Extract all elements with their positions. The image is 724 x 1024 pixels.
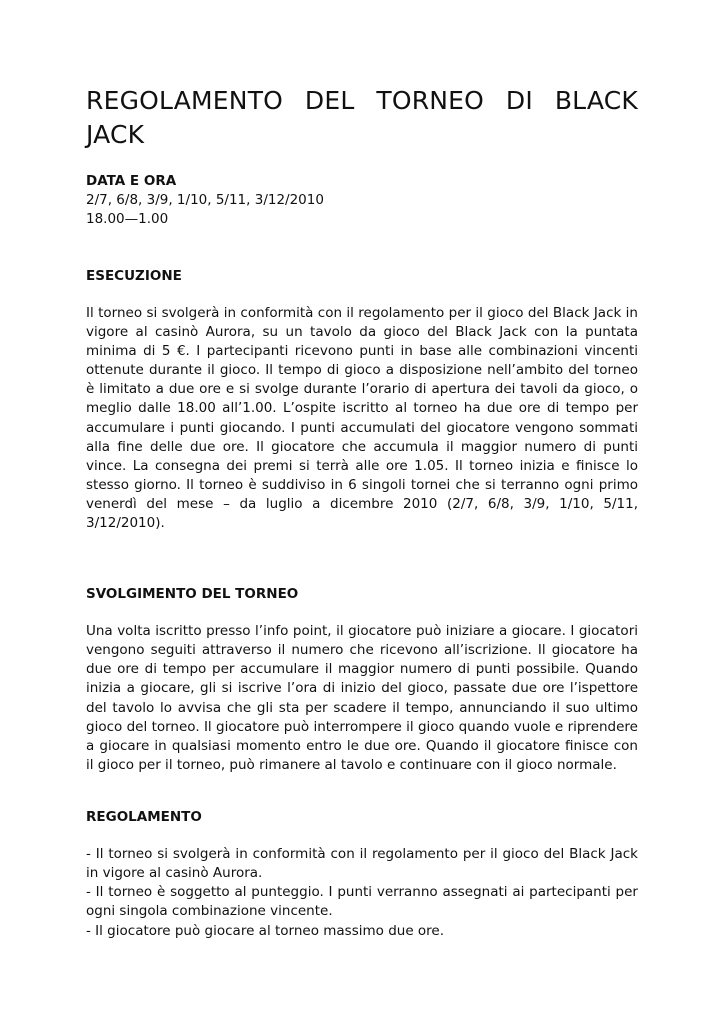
date-section-heading: DATA E ORA <box>86 173 177 189</box>
event-dates: 2/7, 6/8, 3/9, 1/10, 5/11, 3/12/2010 <box>86 192 324 208</box>
document-page <box>86 84 638 941</box>
list-item: - Il torneo si svolgerà in conformità con il regolamento per il gioco del Black Jack in vigore al casinò Aurora. <box>86 845 638 882</box>
list-item: - Il torneo è soggetto al punteggio. I punti verranno assegnati ai partecipanti per ogni singola combinazione vincente. <box>86 884 638 920</box>
event-time: 18.00—1.00 <box>86 211 169 227</box>
list-item: - Il giocatore può giocare al torneo massimo due ore. <box>86 922 445 939</box>
document-title: REGOLAMENTO DEL TORNEO DI BLACK JACK <box>86 86 638 149</box>
svolgimento-paragraph: Una volta iscritto presso l’info point, il giocatore può iniziare a giocare. I giocatori vengono seguiti attraverso il numero che ricevono all’iscrizione. Il giocatore ha due ore di tempo per accumulare il maggior numero di punti possibile. Quando inizia a giocare, gli si iscrive l’ora di inizio del gioco, passate due ore l’ispettore del tavolo lo avvisa che gli sta per scadere il tempo, annunciando il suo ultimo gioco del torneo. Il giocatore può interrompere il gioco quando vuole e riprendere a giocare in qualsiasi momento entro le due ore. Quando il giocatore finisce con il gioco per il torneo, può rimanere al tavolo e continuare con il gioco normale. <box>86 623 638 773</box>
esecuzione-heading: ESECUZIONE <box>86 268 182 284</box>
esecuzione-paragraph: Il torneo si svolgerà in conformità con il regolamento per il gioco del Black Jack in vigore al casinò Aurora, su un tavolo da gioco del Black Jack con la puntata minima di 5 €. I partecipanti ricevono punti in base alle combinazioni vincenti ottenute durante il gioco. Il tempo di gioco a disposizione nell’ambito del torneo è limitato a due ore e si svolge durante l’orario di apertura dei tavoli da gioco, o meglio dalle 18.00 all’1.00. L’ospite iscritto al torneo ha due ore di tempo per accumulare i punti giocando. I punti accumulati del giocatore vengono sommati alla fine delle due ore. Il giocatore che accumula il maggior numero di punti vince. La consegna dei premi si terrà alle ore 1.05. Il torneo inizia e finisce lo stesso giorno. Il torneo è suddiviso in 6 singoli tornei che si terranno ogni primo venerdì del mese – da luglio a dicembre 2010 (2/7, 6/8, 3/9, 1/10, 5/11, 3/12/2010). <box>86 305 638 532</box>
svolgimento-heading: SVOLGIMENTO DEL TORNEO <box>86 586 299 603</box>
regolamento-heading: REGOLAMENTO <box>86 808 202 825</box>
